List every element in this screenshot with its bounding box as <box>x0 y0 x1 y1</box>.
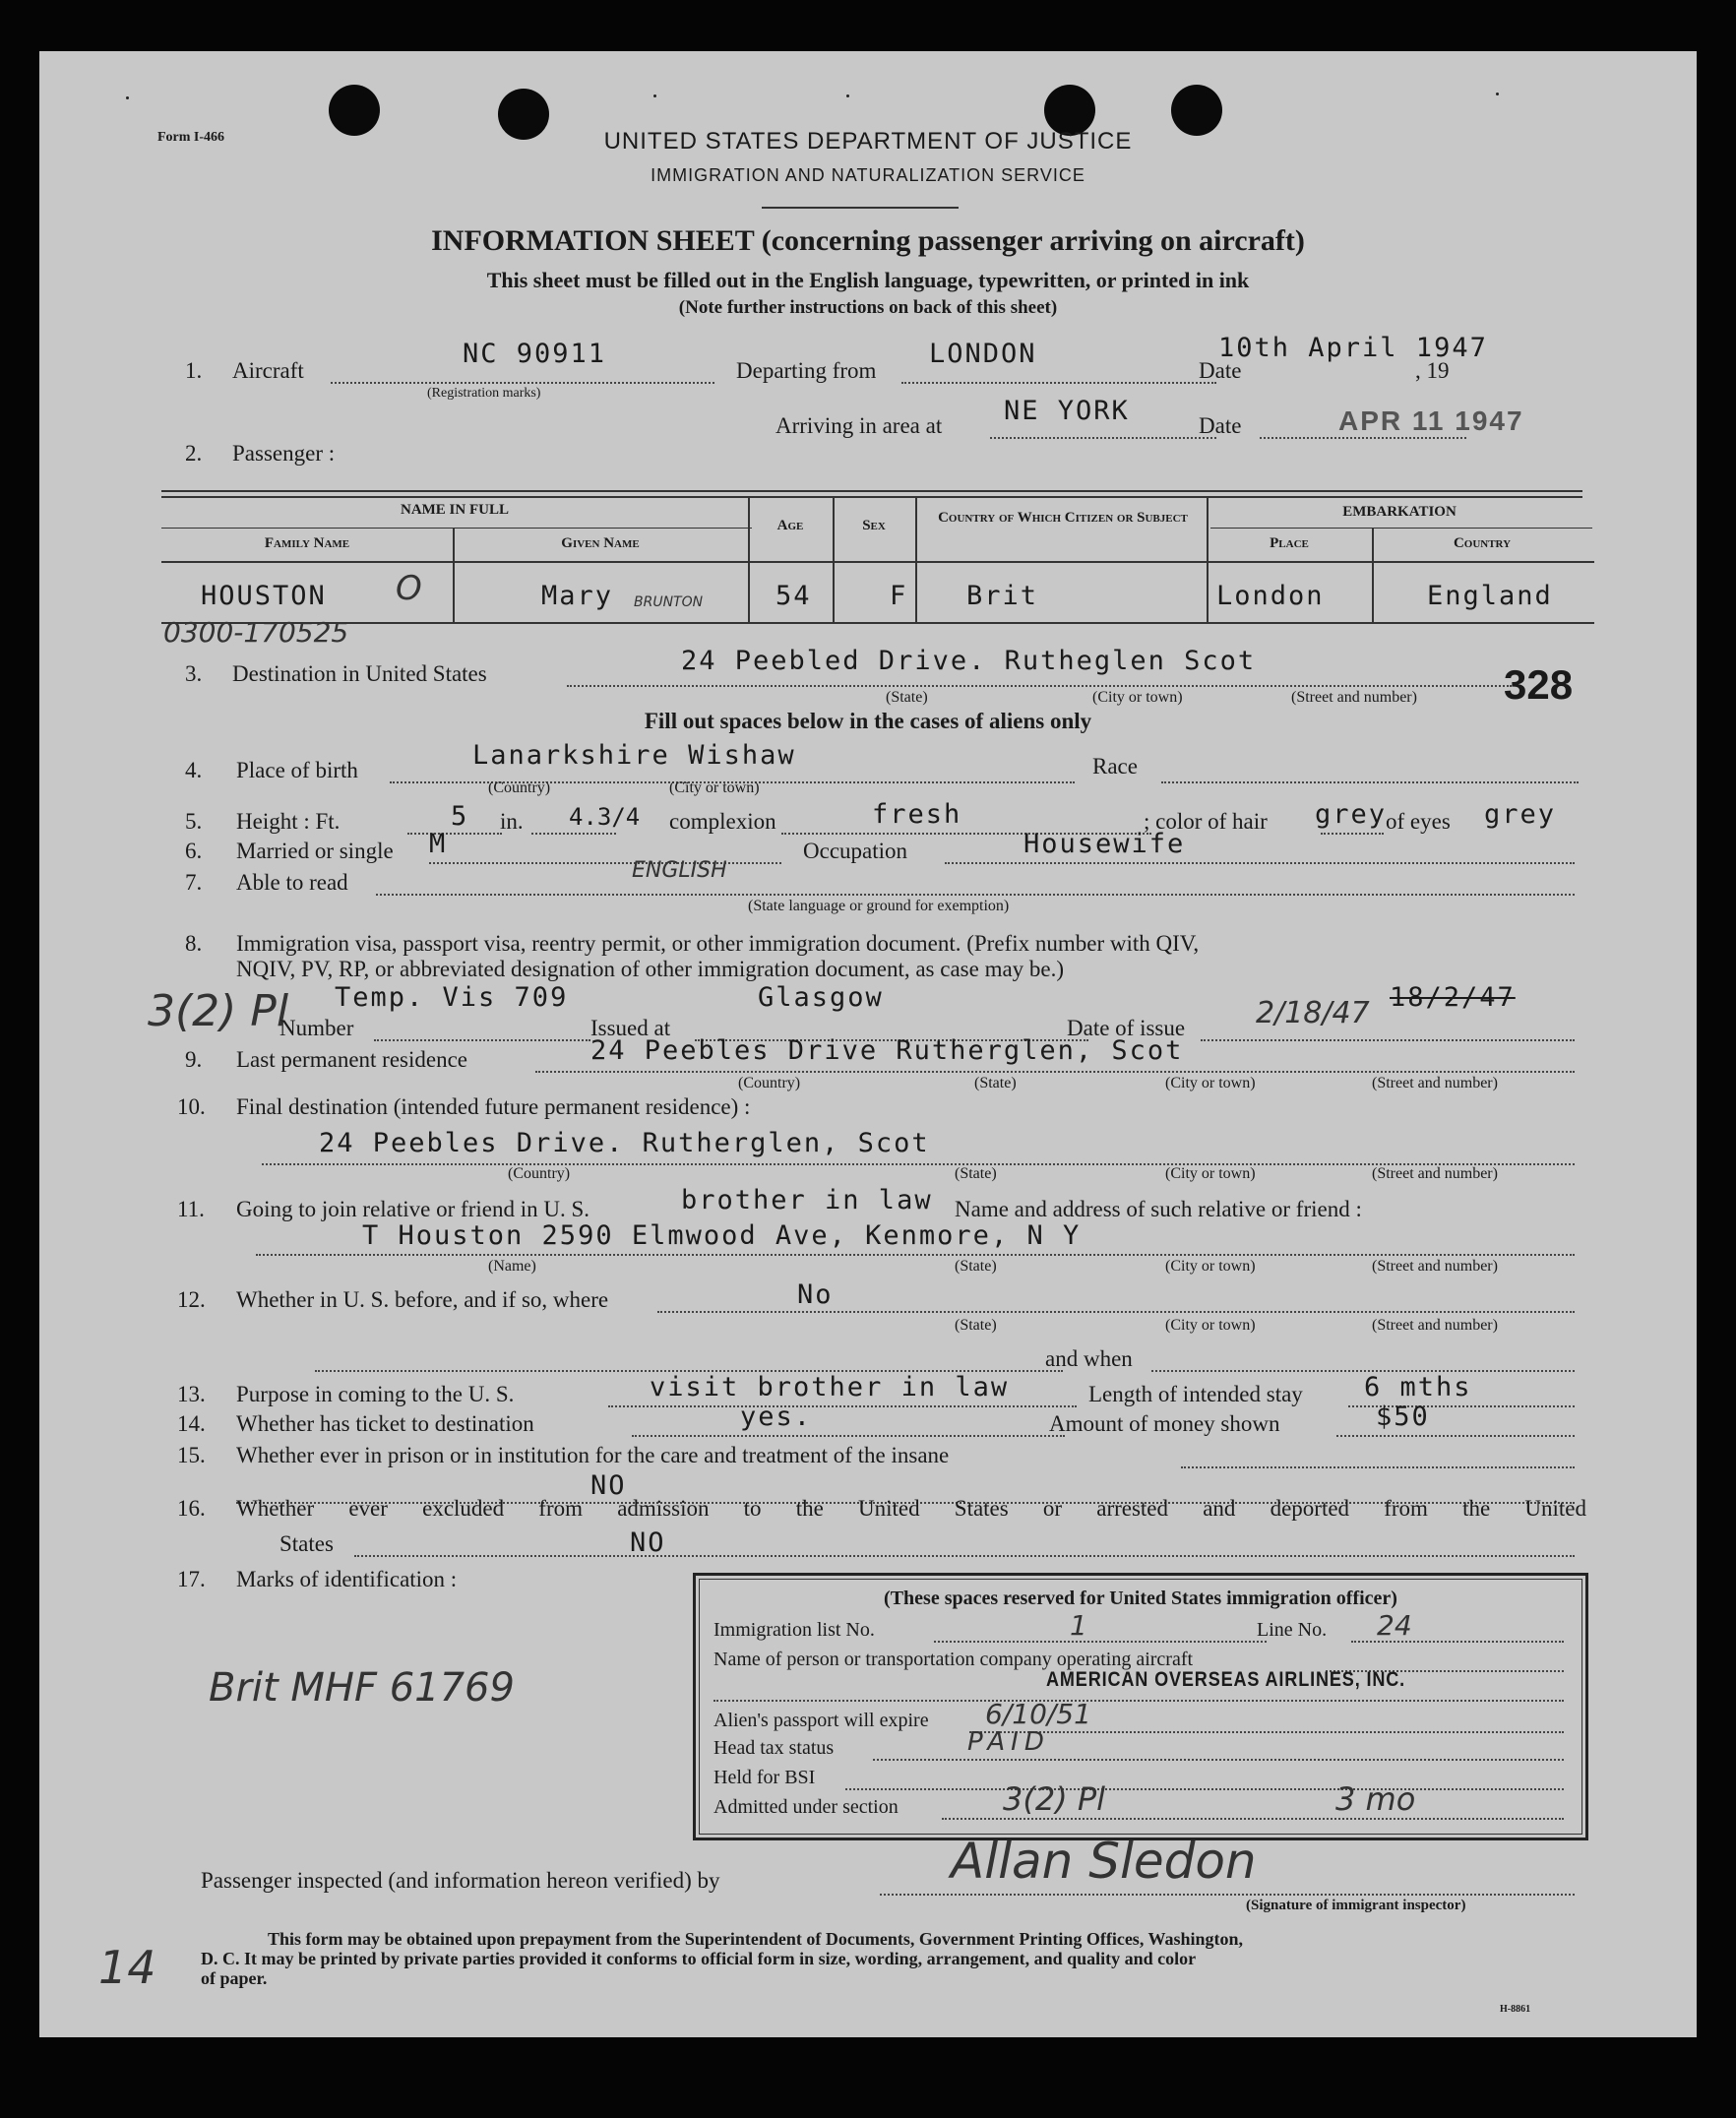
print-code: H-8861 <box>1500 2004 1531 2015</box>
handwritten-issue-date: 2/18/47 <box>1256 996 1370 1030</box>
prison-value: NO <box>590 1470 627 1501</box>
caption: (Country) <box>738 1075 801 1091</box>
excluded-label-cont: States <box>279 1531 334 1556</box>
operator-value: AMERICAN OVERSEAS AIRLINES, INC. <box>1046 1668 1406 1691</box>
item-number: 3. <box>185 661 203 686</box>
item-number: 14. <box>177 1411 206 1436</box>
col-place: Place <box>1270 535 1309 551</box>
issued-label: Issued at <box>590 1016 671 1040</box>
item-number: 10. <box>177 1094 206 1119</box>
caption: (State) <box>955 1258 997 1275</box>
fill-line <box>873 1759 1564 1761</box>
caption: (City or town) <box>1165 1317 1256 1334</box>
complexion-label: complexion <box>669 809 776 834</box>
item-number: 6. <box>185 839 203 863</box>
departure-date: 10th April 1947 <box>1218 333 1488 363</box>
head-tax-label: Head tax status <box>713 1737 835 1759</box>
fill-line <box>331 382 714 384</box>
height-label: Height : Ft. <box>236 809 341 834</box>
stamp-number: 328 <box>1504 661 1574 708</box>
birthplace-label: Place of birth <box>236 758 358 782</box>
col-country: Country <box>1453 535 1512 551</box>
departing-label: Departing from <box>736 358 877 383</box>
head-tax-value: PAID <box>967 1727 1050 1757</box>
read-value: ENGLISH <box>632 858 727 883</box>
caption: (Country) <box>508 1165 571 1182</box>
caption: (Country) <box>488 779 551 796</box>
eyes-value: grey <box>1484 799 1557 830</box>
table-border <box>1210 528 1592 529</box>
item-number: 5. <box>185 809 203 834</box>
col-country-citizen: Country of Which Citizen or Subject <box>938 510 1188 526</box>
officer-box-title: (These spaces reserved for United States immigration officer) <box>884 1588 1397 1609</box>
signature-line <box>880 1894 1575 1896</box>
section-duration: 3 mo <box>1335 1780 1416 1818</box>
caption: (State language or ground for exemption) <box>748 898 1010 914</box>
arrival-date-stamp: APR 11 1947 <box>1338 405 1524 436</box>
instructions-note: (Note further instructions on back of this sheet) <box>678 297 1058 318</box>
passport-expire-value: 6/10/51 <box>985 1698 1091 1730</box>
issued-value: Glasgow <box>758 982 884 1013</box>
section-value: 3(2) Pl <box>1003 1780 1106 1818</box>
fill-line <box>535 1071 1575 1073</box>
handwritten-note: BRUNTON <box>634 594 704 610</box>
fill-line <box>1161 781 1579 783</box>
footer-text: of paper. <box>201 1968 268 1988</box>
inspector-signature: Allan Sledon <box>951 1833 1257 1890</box>
item-number: 11. <box>177 1197 205 1221</box>
handwritten-mark: O <box>396 569 422 608</box>
caption: (City or town) <box>669 779 760 796</box>
fill-line <box>407 833 502 835</box>
document-text: Immigration visa, passport visa, reentry permit, or other immigration document. (Prefix number with QIV, <box>236 931 1200 956</box>
ticket-value: yes. <box>740 1402 813 1432</box>
final-destination-label: Final destination (intended future permanent residence) : <box>236 1094 751 1119</box>
family-name-value: HOUSTON <box>201 581 327 611</box>
fill-line <box>713 1700 1564 1702</box>
caption: (City or town) <box>1092 689 1183 706</box>
operator-label: Name of person or transportation company operating aircraft <box>713 1649 1194 1670</box>
list-no-label: Immigration list No. <box>713 1619 875 1641</box>
speck <box>653 94 656 97</box>
fill-line <box>256 1254 1575 1256</box>
hair-value: grey <box>1315 799 1388 830</box>
arriving-value: NE YORK <box>1004 396 1130 426</box>
caption: (City or town) <box>1165 1258 1256 1275</box>
section-label: Admitted under section <box>713 1796 899 1818</box>
fill-line <box>1181 1466 1575 1468</box>
caption: (Street and number) <box>1291 689 1417 706</box>
read-label: Able to read <box>236 870 348 895</box>
item-number: 4. <box>185 758 203 782</box>
caption: (Street and number) <box>1372 1317 1498 1334</box>
caption: (City or town) <box>1165 1165 1256 1182</box>
hair-label: ; color of hair <box>1144 809 1268 834</box>
inches-label: in. <box>500 809 524 834</box>
prison-label: Whether ever in prison or in institution for the care and treatment of the insane <box>236 1443 950 1467</box>
fill-line <box>632 1435 1065 1437</box>
and-when-label: and when <box>1045 1346 1133 1371</box>
stay-value: 6 mths <box>1364 1372 1472 1402</box>
speck <box>1496 93 1499 95</box>
residence-value: 24 Peebles Drive Rutherglen, Scot <box>590 1035 1184 1066</box>
fill-line <box>1260 437 1466 439</box>
fill-line <box>969 1731 1564 1733</box>
money-label: Amount of money shown <box>1049 1411 1280 1436</box>
join-relative-label: Going to join relative or friend in U. S. <box>236 1197 589 1221</box>
final-destination-value: 24 Peebles Drive. Rutherglen, Scot <box>319 1128 930 1158</box>
form-number: Form I-466 <box>157 130 225 145</box>
date-label: Date <box>1199 413 1242 438</box>
eyes-label: of eyes <box>1386 809 1451 834</box>
bsi-label: Held for BSI <box>713 1767 816 1788</box>
fill-line <box>374 1039 590 1041</box>
destination-value: 24 Peebled Drive. Rutheglen Scot <box>681 646 1257 676</box>
line-no-label: Line No. <box>1257 1619 1328 1641</box>
fill-line <box>901 382 1216 384</box>
col-name-in-full: NAME IN FULL <box>400 502 509 518</box>
speck <box>846 94 849 97</box>
fill-line <box>567 685 1512 687</box>
height-inches: 4.3/4 <box>569 803 641 831</box>
item-number: 1. <box>185 358 203 383</box>
fill-line <box>531 833 616 835</box>
list-no-value: 1 <box>1070 1609 1087 1642</box>
relation-value: brother in law <box>681 1185 933 1215</box>
fill-line <box>934 1641 1267 1643</box>
given-name-value: Mary <box>541 581 614 611</box>
excluded-value: NO <box>630 1527 666 1558</box>
item-number: 13. <box>177 1382 206 1406</box>
stay-label: Length of intended stay <box>1088 1382 1303 1406</box>
item-number: 2. <box>185 441 203 466</box>
caption: (State) <box>955 1317 997 1334</box>
relative-address-label: Name and address of such relative or friend : <box>955 1197 1362 1221</box>
departing-value: LONDON <box>929 339 1037 369</box>
col-embarkation: EMBARKATION <box>1342 504 1457 520</box>
footer-text: D. C. It may be printed by private parties provided it conforms to official form in size, wording, arrangement, and quality and color <box>201 1949 1197 1968</box>
instructions-subtitle: This sheet must be filled out in the English language, typewritten, or printed in ink <box>486 268 1250 292</box>
fill-line <box>376 894 1575 896</box>
occupation-label: Occupation <box>803 839 908 863</box>
caption: (City or town) <box>1165 1075 1256 1091</box>
handwritten-identification: Brit MHF 61769 <box>209 1665 515 1711</box>
col-age: Age <box>776 518 804 533</box>
fill-line <box>1151 1370 1575 1372</box>
previous-visit-value: No <box>797 1279 834 1310</box>
complexion-value: fresh <box>872 799 962 830</box>
officer-box <box>693 1573 1588 1840</box>
citizen-value: Brit <box>966 581 1039 611</box>
destination-label: Destination in United States <box>232 661 487 686</box>
divider <box>762 207 959 209</box>
handwritten-prefix: 3(2) Pl <box>148 986 289 1036</box>
document-number: Temp. Vis 709 <box>335 982 569 1013</box>
item-number: 8. <box>185 931 203 956</box>
fill-line <box>657 1311 1575 1313</box>
speck <box>126 96 129 99</box>
item-number: 7. <box>185 870 203 895</box>
item-number: 15. <box>177 1443 206 1467</box>
item-number: 9. <box>185 1047 203 1072</box>
item-number: 16. <box>177 1496 206 1521</box>
residence-label: Last permanent residence <box>236 1047 467 1072</box>
issue-date-label: Date of issue <box>1067 1016 1186 1040</box>
footer-text: This form may be obtained upon prepayment from the Superintendent of Documents, Government Printing Offices, Washington, <box>268 1929 1244 1949</box>
marital-label: Married or single <box>236 839 394 863</box>
caption: (Name) <box>488 1258 536 1275</box>
table-border <box>748 496 750 622</box>
caption: (Registration marks) <box>427 386 541 401</box>
table-border <box>161 622 1594 624</box>
arriving-label: Arriving in area at <box>775 413 943 438</box>
document-text: NQIV, PV, RP, or abbreviated designation of other immigration document, as case may be.) <box>236 957 1065 981</box>
race-label: Race <box>1092 754 1138 779</box>
col-family-name: Family Name <box>264 535 350 551</box>
caption: (State) <box>886 689 928 706</box>
handwritten-file-number: 0300-170525 <box>163 616 349 649</box>
number-label: Number <box>279 1016 354 1040</box>
table-border <box>915 496 917 622</box>
fill-line <box>845 1788 1564 1790</box>
fill-line <box>1201 1039 1575 1041</box>
department-heading: UNITED STATES DEPARTMENT OF JUSTICE <box>603 128 1133 155</box>
passport-expire-label: Alien's passport will expire <box>713 1710 929 1731</box>
marital-value: M <box>429 829 448 859</box>
fill-line <box>608 1405 1077 1407</box>
previous-visit-label: Whether in U. S. before, and if so, where <box>236 1287 609 1312</box>
year-suffix: , 19 <box>1415 358 1450 383</box>
fill-line <box>1321 833 1384 835</box>
col-sex: Sex <box>862 518 886 533</box>
height-feet: 5 <box>451 801 469 832</box>
age-value: 54 <box>775 581 812 611</box>
issue-date-value: 18/2/47 <box>1390 982 1516 1013</box>
caption: (Street and number) <box>1372 1165 1498 1182</box>
fill-line <box>990 437 1216 439</box>
document-sheet <box>39 51 1697 2037</box>
place-value: London <box>1216 581 1325 611</box>
purpose-label: Purpose in coming to the U. S. <box>236 1382 515 1406</box>
identification-label: Marks of identification : <box>236 1567 458 1591</box>
caption: (Street and number) <box>1372 1075 1498 1091</box>
line-no-value: 24 <box>1377 1609 1412 1642</box>
occupation-value: Housewife <box>1023 829 1186 859</box>
item-number: 12. <box>177 1287 206 1312</box>
caption: (State) <box>955 1165 997 1182</box>
country-value: England <box>1427 581 1553 611</box>
table-border <box>833 496 835 622</box>
excluded-label: Whether ever excluded from admission to the United States or arrested and deported from the United <box>236 1496 1586 1521</box>
caption: (Signature of immigrant inspector) <box>1246 1898 1466 1913</box>
ticket-label: Whether has ticket to destination <box>236 1411 534 1436</box>
purpose-value: visit brother in law <box>650 1372 1010 1402</box>
caption: (Street and number) <box>1372 1258 1498 1275</box>
service-heading: IMMIGRATION AND NATURALIZATION SERVICE <box>651 165 1085 185</box>
aircraft-value: NC 90911 <box>463 339 607 369</box>
fill-line <box>1336 1435 1575 1437</box>
relative-value: T Houston 2590 Elmwood Ave, Kenmore, N Y <box>362 1220 1082 1251</box>
money-value: $50 <box>1376 1402 1430 1432</box>
table-border <box>161 496 1582 498</box>
fill-line <box>945 862 1575 864</box>
handwritten-page-number: 14 <box>98 1941 156 1994</box>
caption: (State) <box>974 1075 1017 1091</box>
sex-value: F <box>890 581 908 611</box>
date-label: Date <box>1199 358 1242 383</box>
inspected-label: Passenger inspected (and information hereon verified) by <box>201 1868 720 1893</box>
aliens-note: Fill out spaces below in the cases of aliens only <box>644 709 1092 733</box>
fill-line <box>354 1555 1575 1557</box>
item-number: 17. <box>177 1567 206 1591</box>
table-border <box>161 490 1582 492</box>
fill-line <box>429 862 781 864</box>
table-border <box>161 528 752 529</box>
birthplace-value: Lanarkshire Wishaw <box>472 740 796 771</box>
passenger-label: Passenger : <box>232 441 336 466</box>
table-border <box>161 561 1594 563</box>
page-title: INFORMATION SHEET (concerning passenger arriving on aircraft) <box>431 224 1305 257</box>
col-given-name: Given Name <box>561 535 640 551</box>
aircraft-label: Aircraft <box>232 358 304 383</box>
fill-line <box>942 1818 1564 1820</box>
